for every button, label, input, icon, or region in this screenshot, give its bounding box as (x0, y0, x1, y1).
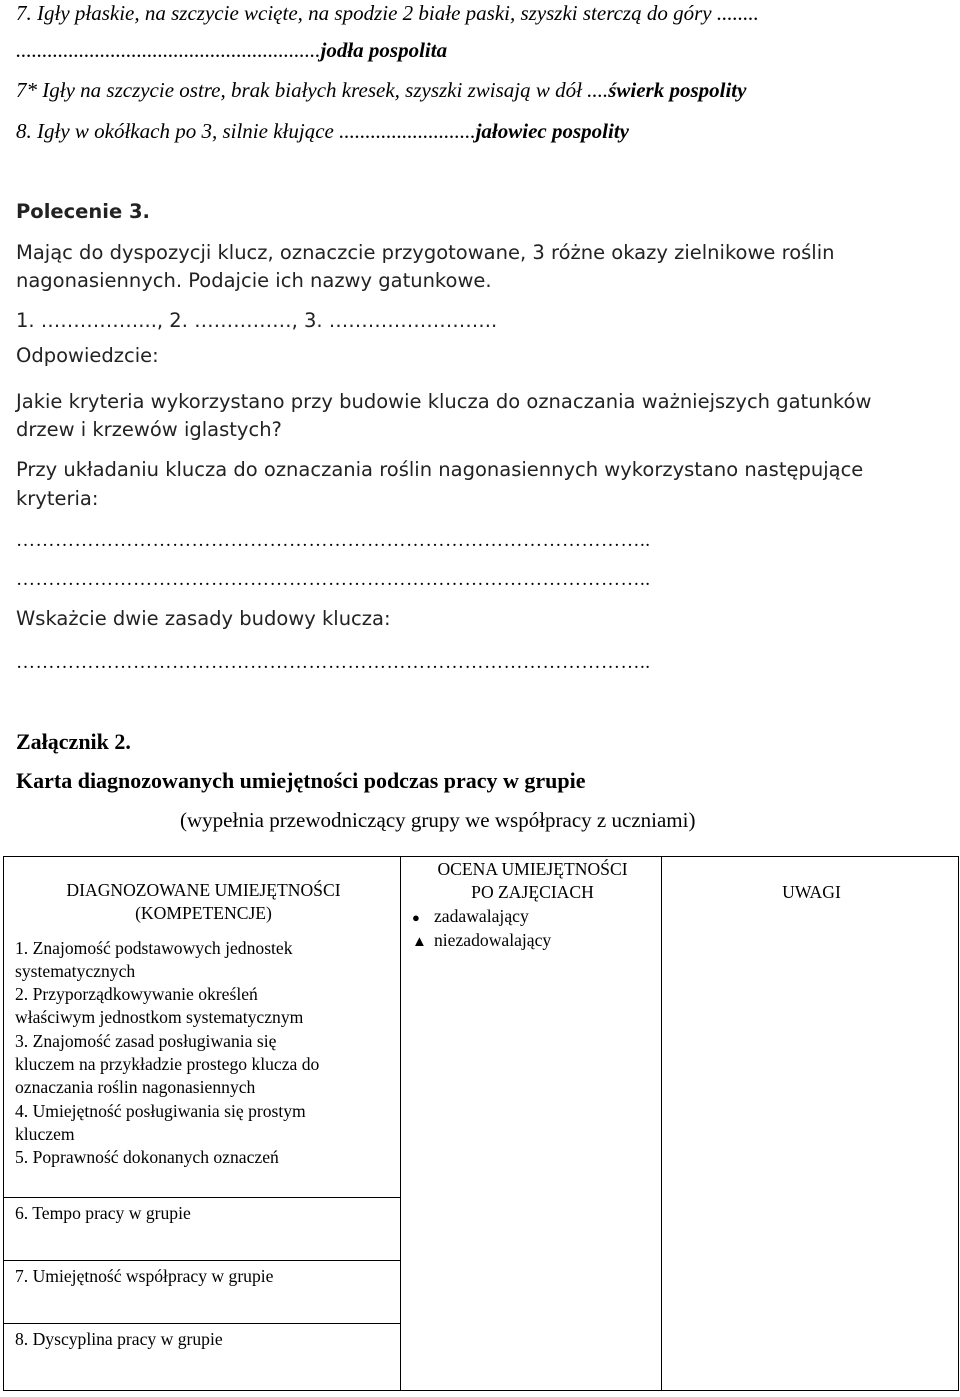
key-answer-jalowiec: jałowiec pospolity (475, 119, 629, 143)
skill-line: 1. Znajomość podstawowych jednostek (15, 937, 293, 958)
legend-good (412, 905, 653, 929)
col3-header: UWAGI (782, 882, 841, 902)
skill-7-cell (4, 1261, 401, 1324)
answer-dots-line-3: …………………………………………………………………………………….. (16, 652, 651, 673)
skill-line: 3. Znajomość zasad posługiwania się (15, 1030, 277, 1051)
skill-line: systematycznych (15, 960, 136, 981)
legend-good-label: zadawalający (434, 905, 529, 926)
card-subtitle: (wypełnia przewodniczący grupy we współpracy z uczniami) (180, 808, 696, 832)
key-line-7-dots: .......................................................... (16, 38, 321, 62)
annex-title: Załącznik 2. (16, 729, 131, 754)
skill-line: kluczem (15, 1123, 75, 1144)
task3-answers-label: Odpowiedzcie: (16, 344, 159, 367)
task3-answers-line: 1. ……………..., 2. ……………, 3. …………………….. (16, 309, 498, 332)
col1-header-2: (KOMPETENCJE) (135, 903, 272, 924)
dot-icon: ● (412, 909, 420, 925)
key-line-7: 7. Igły płaskie, na szczycie wcięte, na spodzie 2 białe paski, szyszki sterczą do góry ........ (16, 1, 759, 25)
key-line-8-text: 8. Igły w okółkach po 3, silnie kłujące .......................... (16, 119, 476, 143)
skill-6-cell (4, 1198, 401, 1261)
key-line-7-star-text: 7* Igły na szczycie ostre, brak białych kresek, szyszki zwisają w dół .... (16, 78, 609, 102)
col1-header-1: DIAGNOZOWANE UMIEJĘTNOŚCI (66, 880, 341, 900)
task3-question-1a: Jakie kryteria wykorzystano przy budowie klucza do oznaczania ważniejszych gatunków (16, 390, 872, 413)
task3-instruction-2: nagonasiennych. Podajcie ich nazwy gatunkowe. (16, 269, 492, 292)
task3-criteria-2: kryteria: (16, 487, 99, 510)
task3-title: Polecenie 3. (16, 200, 150, 223)
skills-table (3, 856, 959, 1391)
card-title: Karta diagnozowanych umiejętności podczas pracy w grupie (16, 768, 586, 793)
skill-line: 2. Przyporządkowywanie określeń (15, 984, 258, 1005)
key-answer-swierk: świerk pospolity (608, 78, 747, 102)
skill-8-cell (4, 1324, 401, 1391)
key-line-7-answer (16, 37, 447, 63)
task3-instruction-1: Mając do dyspozycji klucz, oznaczcie przygotowane, 3 różne okazy zielnikowe roślin (16, 241, 835, 264)
skill-7: 7. Umiejętność współpracy w grupie (15, 1266, 274, 1286)
skill-line: kluczem na przykładzie prostego klucza do (15, 1054, 320, 1075)
answer-dots-line-1: …………………………………………………………………………………….. (16, 530, 651, 551)
table-row-main (4, 857, 959, 1198)
skill-line: właściwym jednostkom systematycznym (15, 1007, 304, 1028)
skill-line: 5. Poprawność dokonanych oznaczeń (15, 1147, 279, 1168)
legend-bad (412, 929, 653, 954)
skill-line: 4. Umiejętność posługiwania się prostym (15, 1100, 306, 1121)
answer-dots-line-2: …………………………………………………………………………………….. (16, 569, 651, 590)
task3-rules-label: Wskażcie dwie zasady budowy klucza: (16, 607, 391, 630)
skill-8: 8. Dyscyplina pracy w grupie (15, 1329, 223, 1349)
triangle-icon: ▲ (412, 933, 427, 950)
notes-cell[interactable] (662, 857, 959, 1391)
assessment-cell[interactable] (401, 857, 662, 1391)
skill-6: 6. Tempo pracy w grupie (15, 1203, 191, 1223)
col2-header-2: PO ZAJĘCIACH (471, 882, 594, 903)
legend-bad-label: niezadowalający (434, 929, 552, 950)
skills-cell (4, 857, 401, 1198)
col2-header-1: OCENA UMIEJĘTNOŚCI (437, 859, 628, 879)
task3-criteria-1: Przy układaniu klucza do oznaczania roślin nagonasiennych wykorzystano następujące (16, 458, 864, 481)
key-line-8 (16, 118, 629, 144)
skill-line: oznaczania roślin nagonasiennych (15, 1077, 256, 1098)
key-answer-jodla: jodła pospolita (320, 38, 448, 62)
key-line-7-star (16, 77, 746, 103)
task3-question-1b: drzew i krzewów iglastych? (16, 418, 282, 441)
